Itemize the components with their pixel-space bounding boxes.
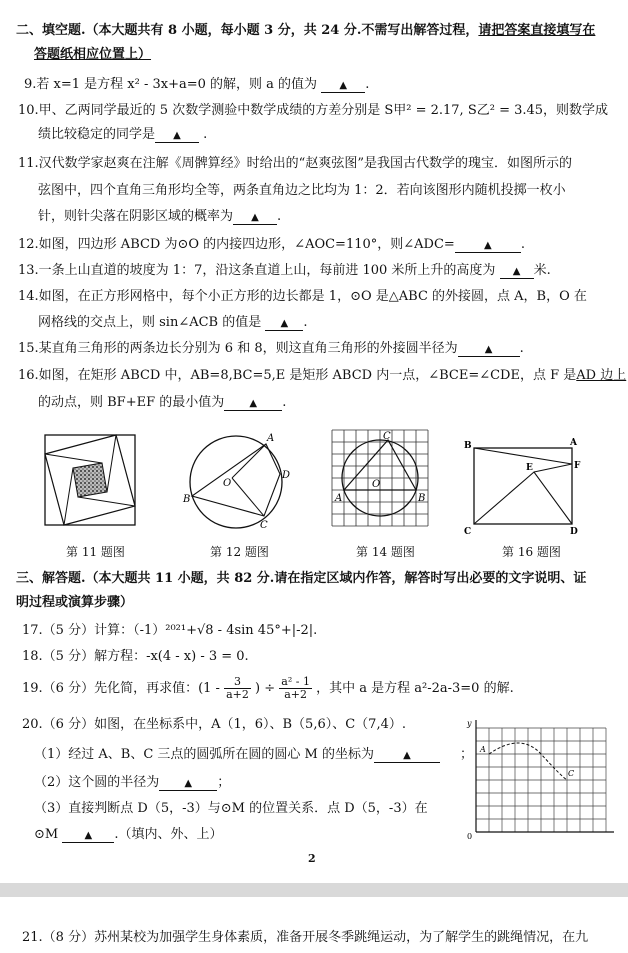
label-O: O <box>372 479 381 490</box>
answer-blank: ▲ <box>233 212 277 225</box>
label-B: B <box>183 494 191 505</box>
answer-blank: ▲ <box>224 398 282 411</box>
question-15: 15.某直角三角形的两条边长分别为 6 和 8，则这直角三角形的外接圆半径为 ▲ . <box>18 341 524 356</box>
section2-header: 二、填空题.（本大题共有 8 小题，每小题 3 分，共 24 分.不需写出解答过程，请把答案直接填写在 <box>16 23 596 38</box>
question-16-cont: 的动点，则 BF+EF 的最小值为 ▲ . <box>38 395 287 410</box>
question-21: 21.（8 分）苏州某校为加强学生身体素质，准备开展冬季跳绳运动，为了解学生的跳绳情况，在九 <box>22 930 589 945</box>
figure-11-zhao-shuang-diagram <box>40 430 140 530</box>
answer-blank: ▲ <box>500 266 534 279</box>
label-C: C <box>464 527 472 537</box>
answer-blank: ▲ <box>265 318 303 331</box>
question-10: 10.甲、乙两同学最近的 5 次数学测验中数学成绩的方差分别是 S甲² = 2.17, S乙² = 3.45，则数学成 <box>18 103 609 118</box>
question-20-part3-cont: ⊙M ▲ .（填内、外、上） <box>34 827 223 842</box>
label-F: F <box>574 461 581 471</box>
figure-20-coordinate-grid <box>466 718 616 840</box>
label-O: O <box>223 478 232 489</box>
fraction-1: $\frac{3}{a+2}$ <box>226 675 249 701</box>
next-page <box>0 897 628 953</box>
question-20-part1: （1）经过 A、B、C 三点的圆弧所在圆的圆心 M 的坐标为 ▲ ； <box>34 747 474 762</box>
label-A: A <box>570 438 577 448</box>
label-A: A <box>335 493 343 504</box>
question-18: 18.（5 分）解方程：-x(4 - x) - 3 = 0. <box>22 649 249 664</box>
question-10-cont: 绩比较稳定的同学是 ▲ . <box>38 127 208 142</box>
label-A: A <box>267 433 275 444</box>
label-B: B <box>418 493 426 504</box>
answer-blank: ▲ <box>321 80 365 93</box>
figure-16-caption: 第 16 题图 <box>502 545 561 559</box>
question-11: 11.汉代数学家赵爽在注解《周髀算经》时给出的“赵爽弦图”是我国古代数学的瑰宝．如图所示的 <box>18 156 572 171</box>
fraction-2: $\frac{\text{a² - 1}}{a+2}$ <box>281 675 310 701</box>
question-11-cont: 弦图中，四个直角三角形均全等，两条直角边之比均为 1：2．若向该图形内随机投掷一枚小 <box>38 183 566 198</box>
label-E: E <box>526 463 533 473</box>
label-C: C <box>383 431 391 442</box>
label-B: B <box>464 441 472 451</box>
question-11-cont2: 针，则针尖落在阴影区域的概率为 ▲ . <box>38 209 282 224</box>
section3-header-cont: 明过程或演算步骤） <box>16 595 134 610</box>
answer-blank: ▲ <box>62 830 114 843</box>
answer-blank: ▲ <box>155 130 199 143</box>
question-20: 20.（6 分）如图，在坐标系中，A（1，6）、B（5,6）、C（7,4）. <box>22 717 406 732</box>
axis-y-label: y <box>467 719 472 728</box>
label-D: D <box>282 470 291 481</box>
origin-label: 0 <box>467 832 473 840</box>
question-16: 16.如图，在矩形 ABCD 中，AB=8,BC=5,E 是矩形 ABCD 内一点，∠BCE=∠CDE，点 F 是AD 边上 <box>18 368 627 383</box>
question-9: 9.若 x=1 是方程 x² - 3x+a=0 的解，则 a 的值为 ▲ . <box>24 77 370 92</box>
question-19: 19.（6 分）先化简，再求值：(1 - $\frac{3}{a+2}$ ) ÷ $\frac{\text{a² - 1}}{a+2}$ ，其中 a 是方程 a²-2a-3=0 的解. <box>22 675 514 701</box>
answer-blank: ▲ <box>455 240 521 253</box>
label-C: C <box>568 769 575 778</box>
question-17: 17.（5 分）计算：（-1）²⁰²¹+√8 - 4sin 45°+|-2|. <box>22 623 318 638</box>
question-14: 14.如图，在正方形网格中，每个小正方形的边长都是 1，⊙O 是△ABC 的外接圆，点 A，B，O 在 <box>18 289 587 304</box>
answer-blank: ▲ <box>159 778 217 791</box>
figure-16-rectangle <box>460 436 590 540</box>
figure-14-grid-circle <box>330 428 438 532</box>
figure-12-circle-quadrilateral <box>180 428 292 538</box>
question-20-part3: （3）直接判断点 D（5，-3）与⊙M 的位置关系．点 D（5，-3）在 <box>34 801 428 816</box>
label-D: D <box>570 527 578 537</box>
question-20-part2: （2）这个圆的半径为 ▲ ； <box>34 775 231 790</box>
answer-blank: ▲ <box>458 344 520 357</box>
section3-header: 三、解答题.（本大题共 11 小题，共 82 分.请在指定区域内作答，解答时写出必要的文字说明、证 <box>16 571 587 586</box>
page-gap <box>0 883 628 897</box>
label-A: A <box>480 745 486 754</box>
question-13: 13.一条上山直道的坡度为 1：7，沿这条直道上山，每前进 100 米所上升的高度为 ▲ 米. <box>18 263 551 278</box>
label-C: C <box>260 520 268 531</box>
figure-14-caption: 第 14 题图 <box>356 545 415 559</box>
section2-header-cont: 答题纸相应位置上） <box>34 47 152 62</box>
figure-12-caption: 第 12 题图 <box>210 545 269 559</box>
page-number: 2 <box>308 852 316 865</box>
figure-11-caption: 第 11 题图 <box>66 545 125 559</box>
question-12: 12.如图，四边形 ABCD 为⊙O 的内接四边形，∠AOC=110°，则∠ADC= ▲ . <box>18 237 525 252</box>
question-14-cont: 网格线的交点上，则 sin∠ACB 的值是 ▲ . <box>38 315 308 330</box>
answer-blank: ▲ <box>374 750 440 763</box>
